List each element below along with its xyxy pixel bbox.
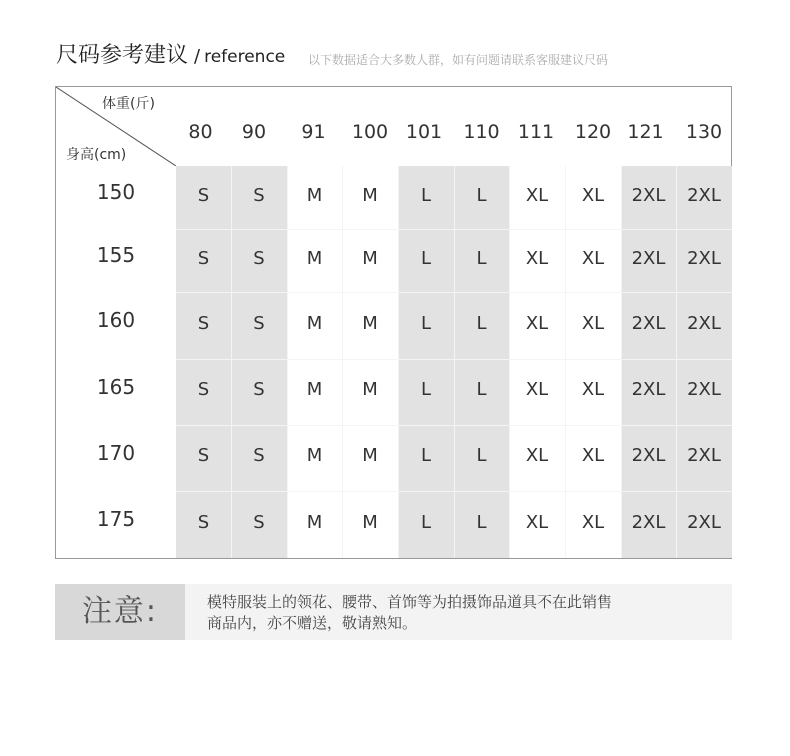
size-cell: XL xyxy=(565,359,621,425)
weight-header-cell: 80 xyxy=(188,121,213,143)
size-cell: S xyxy=(176,359,231,425)
size-cell: L xyxy=(454,425,509,491)
size-cell: S xyxy=(231,425,287,491)
height-row-label: 170 xyxy=(96,441,136,465)
size-cell: M xyxy=(342,166,398,229)
size-cell: XL xyxy=(565,292,621,359)
size-cell: M xyxy=(287,292,342,359)
height-axis-label: 身高(cm) xyxy=(66,147,127,163)
size-cell: S xyxy=(231,491,287,558)
size-cell: L xyxy=(398,491,454,558)
height-row-label: 160 xyxy=(96,308,136,332)
size-cell: 2XL xyxy=(676,359,732,425)
page-title xyxy=(56,38,285,69)
size-cell: XL xyxy=(509,166,565,229)
size-cell: 2XL xyxy=(621,359,676,425)
size-cell: XL xyxy=(565,229,621,292)
size-cell: S xyxy=(176,425,231,491)
size-cell: 2XL xyxy=(621,292,676,359)
size-cell: L xyxy=(398,166,454,229)
weight-header-cell: 121 xyxy=(627,121,664,143)
weight-axis-label: 体重(斤) xyxy=(102,96,155,112)
size-cell: 2XL xyxy=(621,491,676,558)
size-cell: 2XL xyxy=(621,229,676,292)
row-divider xyxy=(176,359,732,360)
size-cell: S xyxy=(231,166,287,229)
size-cell: S xyxy=(231,359,287,425)
size-cell: XL xyxy=(565,425,621,491)
title-english: reference xyxy=(204,47,286,67)
weight-header-cell: 110 xyxy=(463,121,500,143)
size-cell: M xyxy=(342,425,398,491)
column-divider xyxy=(398,166,399,558)
size-cell: 2XL xyxy=(621,425,676,491)
column-divider xyxy=(565,166,566,558)
height-row-label: 175 xyxy=(96,507,136,531)
column-divider xyxy=(621,166,622,558)
size-cell: XL xyxy=(509,425,565,491)
size-cell: L xyxy=(454,491,509,558)
size-cell: L xyxy=(454,292,509,359)
size-cell: M xyxy=(287,359,342,425)
size-cell: L xyxy=(454,359,509,425)
weight-header-cell: 120 xyxy=(574,121,612,143)
size-cell: S xyxy=(176,292,231,359)
size-cell: M xyxy=(287,425,342,491)
column-divider xyxy=(342,166,343,558)
title-bar xyxy=(56,38,736,74)
weight-header-cell: 101 xyxy=(405,121,443,143)
weight-header-cell: 90 xyxy=(241,121,267,143)
size-cell: L xyxy=(454,229,509,292)
size-cell: 2XL xyxy=(676,166,732,229)
size-cell: XL xyxy=(509,359,565,425)
notice-text xyxy=(207,592,707,634)
title-separator: / xyxy=(194,46,201,67)
row-divider xyxy=(176,425,732,426)
weight-header-cell: 111 xyxy=(517,121,555,143)
size-cell: L xyxy=(398,425,454,491)
size-cell: 2XL xyxy=(676,292,732,359)
column-divider xyxy=(509,166,510,558)
column-divider xyxy=(454,166,455,558)
size-cell: M xyxy=(342,229,398,292)
size-cell: M xyxy=(287,491,342,558)
weight-header-cell: 130 xyxy=(685,121,723,143)
size-cell: 2XL xyxy=(621,166,676,229)
table-corner-header xyxy=(56,87,176,166)
notice-box xyxy=(55,584,732,640)
size-cell: XL xyxy=(509,292,565,359)
notice-label: 注意: xyxy=(55,584,185,640)
size-cell: M xyxy=(287,229,342,292)
size-cell: 2XL xyxy=(676,491,732,558)
column-divider xyxy=(231,166,232,558)
size-cell: S xyxy=(176,166,231,229)
size-cell: XL xyxy=(565,491,621,558)
row-divider xyxy=(176,292,732,293)
weight-header-cell: 100 xyxy=(351,121,389,143)
size-cell: L xyxy=(398,229,454,292)
size-cell: 2XL xyxy=(676,229,732,292)
column-divider xyxy=(287,166,288,558)
title-main-text: 尺码参考建议 xyxy=(56,43,189,68)
size-chart-table xyxy=(55,86,732,559)
size-cell: 2XL xyxy=(676,425,732,491)
size-cell: M xyxy=(342,491,398,558)
height-row-label: 155 xyxy=(96,243,136,267)
size-cell: L xyxy=(398,359,454,425)
size-cell: S xyxy=(176,229,231,292)
notice-line-2: 商品内，亦不赠送，敬请熟知。 xyxy=(207,614,418,632)
size-cell: S xyxy=(231,292,287,359)
size-cell: S xyxy=(231,229,287,292)
size-cell: L xyxy=(398,292,454,359)
weight-header-cell: 91 xyxy=(301,121,326,143)
size-cell: M xyxy=(287,166,342,229)
column-divider xyxy=(676,166,677,558)
size-cell: L xyxy=(454,166,509,229)
row-divider xyxy=(176,229,732,230)
size-cell: M xyxy=(342,292,398,359)
size-cell: XL xyxy=(509,229,565,292)
notice-line-1: 模特服装上的领花、腰带、首饰等为拍摄饰品道具不在此销售 xyxy=(207,593,613,611)
size-cell: S xyxy=(176,491,231,558)
size-cell: XL xyxy=(509,491,565,558)
size-cell: XL xyxy=(565,166,621,229)
size-cell: M xyxy=(342,359,398,425)
row-divider xyxy=(176,491,732,492)
title-note: 以下数据适合大多数人群，如有问题请联系客服建议尺码 xyxy=(308,53,609,67)
height-row-label: 165 xyxy=(96,375,136,399)
height-row-label: 150 xyxy=(96,180,136,204)
